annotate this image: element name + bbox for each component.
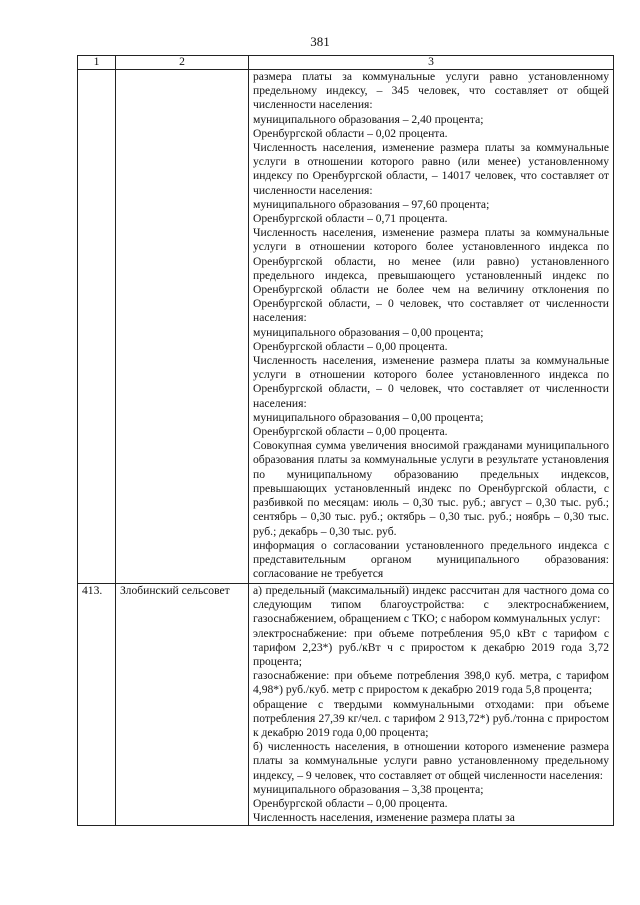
page-number: 381 [310, 34, 330, 49]
text-line: Оренбургской области – 0,00 процента. [253, 339, 448, 353]
header-col-2: 2 [116, 56, 249, 70]
row-name: Злобинский сельсовет [116, 584, 249, 826]
text-line: Численность населения, изменение размера платы за коммунальные услуги в отношении которого более установленного индекса по Оренбургской области, но менее (или равно) установленного предельного индекса, превышающего установленный индекс по Оренбургской области не более чем на величину отклонения по Оренбургской области, – 0 человек, что составляет от численности населения: [253, 226, 609, 325]
table-row [78, 584, 614, 826]
header-col-3: 3 [249, 56, 614, 70]
table-header-row [78, 56, 614, 70]
text-line: а) предельный (максимальный) индекс рассчитан для частного дома со следующим типом благоустройства: с электроснабжением, газоснабжением, обращением с ТКО; с набором коммунальных услуг: [253, 584, 609, 626]
text-line: муниципального образования – 2,40 процента; [253, 112, 484, 126]
text-line: информация о согласовании установленного предельного индекса с представительным органом муниципального образования: согласование не требуется [253, 538, 609, 581]
row-number [78, 70, 116, 584]
text-line: электроснабжение: при объеме потребления 95,0 кВт с тарифом с тарифом 2,23*) руб./кВт ч с приростом к декабрю 2019 года 3,72 процента; [253, 626, 609, 669]
row-text [249, 70, 614, 584]
text-line: Оренбургской области – 0,00 процента. [253, 797, 448, 811]
header-col-1: 1 [78, 56, 116, 70]
text-line: муниципального образования – 97,60 процента; [253, 197, 490, 211]
text-line: муниципального образования – 0,00 процента; [253, 410, 484, 424]
text-line: Оренбургской области – 0,71 процента. [253, 212, 448, 226]
text-line: б) численность населения, в отношении которого изменение размера платы за коммунальные услуги равно установленному предельному индексу, – 9 человек, что составляет от общей численности населения: [253, 740, 609, 782]
text-line: Численность населения, изменение размера платы за коммунальные услуги в отношении которого более установленного индекса по Оренбургской области, – 0 человек, что составляет от численности населения: [253, 354, 609, 410]
text-line: обращение с твердыми коммунальными отходами: при объеме потребления 27,39 кг/чел. с тарифом 2 913,72*) руб./тонна с приростом к декабрю 2019 года 0,00 процента; [253, 697, 609, 740]
text-line: газоснабжение: при объеме потребления 398,0 куб. метра, с тарифом 4,98*) руб./куб. метр с приростом к декабрю 2019 года 5,8 процента; [253, 669, 609, 697]
document-table [77, 55, 614, 826]
text-line: муниципального образования – 0,00 процента; [253, 325, 484, 339]
text-line: Оренбургской области – 0,00 процента. [253, 425, 448, 439]
text-line: Оренбургской области – 0,02 процента. [253, 126, 448, 140]
text-line: Численность населения, изменение размера платы за [253, 811, 515, 825]
row-number: 413. [78, 584, 116, 826]
text-line: размера платы за коммунальные услуги равно установленному предельному индексу, – 345 человек, что составляет от общей численности населения: [253, 70, 609, 112]
text-line: Совокупная сумма увеличения вносимой гражданами муниципального образования платы за коммунальные услуги в результате установления по муниципальному образованию предельных индексов, превышающих установленный индекс по Оренбургской области, с разбивкой по месяцам: июль – 0,30 тыс. руб.; август – 0,30 тыс. руб.; сентябрь – 0,30 тыс. руб.; октябрь – 0,30 тыс. руб.; ноябрь – 0,30 тыс. руб.; декабрь – 0,30 тыс. руб. [253, 439, 609, 538]
text-line: Численность населения, изменение размера платы за коммунальные услуги в отношении которого равно (или менее) установленному индексу по Оренбургской области, – 14017 человек, что составляет от численности населения: [253, 141, 609, 197]
text-line: муниципального образования – 3,38 процента; [253, 782, 484, 796]
row-name [116, 70, 249, 584]
row-text [249, 584, 614, 826]
table-row [78, 70, 614, 584]
